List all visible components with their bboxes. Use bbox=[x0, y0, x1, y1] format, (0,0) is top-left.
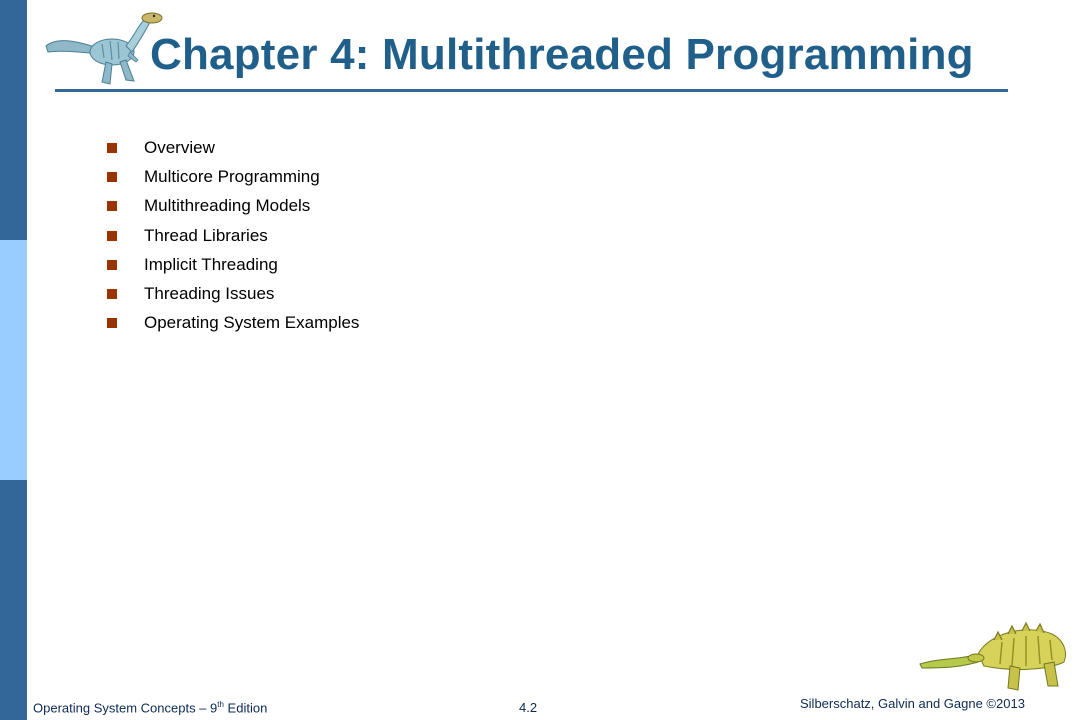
slide-title: Chapter 4: Multithreaded Programming bbox=[150, 30, 974, 79]
list-item bbox=[100, 192, 359, 221]
sidebar-band-dark-top bbox=[0, 0, 27, 240]
bullet-text: Multithreading Models bbox=[144, 196, 311, 216]
list-item bbox=[100, 221, 359, 250]
footer-edition-suffix: Edition bbox=[223, 700, 268, 716]
square-bullet-icon bbox=[107, 260, 117, 270]
footer-book-name: Operating System Concepts – 9 bbox=[33, 700, 218, 716]
list-item bbox=[100, 162, 359, 191]
footer-book-title bbox=[33, 700, 267, 715]
page-number: 4.2 bbox=[519, 700, 538, 715]
sidebar-band-light-middle bbox=[0, 240, 27, 480]
sidebar-band bbox=[0, 0, 27, 720]
bullet-text: Operating System Examples bbox=[144, 313, 360, 333]
bullet-text: Implicit Threading bbox=[144, 254, 278, 274]
list-item bbox=[100, 309, 359, 338]
footer-authors: Silberschatz, Galvin and Gagne ©2013 bbox=[800, 696, 1025, 711]
bullet-text: Multicore Programming bbox=[144, 166, 320, 186]
square-bullet-icon bbox=[107, 143, 117, 153]
square-bullet-icon bbox=[107, 289, 117, 299]
bullet-text: Overview bbox=[144, 137, 215, 157]
footer-edition-superscript: th bbox=[217, 700, 224, 709]
square-bullet-icon bbox=[107, 201, 117, 211]
dinosaur-icon bbox=[918, 618, 1070, 696]
square-bullet-icon bbox=[107, 172, 117, 182]
bullet-text: Thread Libraries bbox=[144, 225, 268, 245]
title-underline bbox=[55, 89, 1008, 92]
bullet-list bbox=[100, 133, 359, 338]
list-item bbox=[100, 133, 359, 162]
bullet-text: Threading Issues bbox=[144, 284, 275, 304]
sidebar-band-dark-bottom bbox=[0, 480, 27, 720]
dinosaur-icon bbox=[40, 6, 165, 90]
list-item bbox=[100, 279, 359, 308]
list-item bbox=[100, 250, 359, 279]
square-bullet-icon bbox=[107, 231, 117, 241]
square-bullet-icon bbox=[107, 318, 117, 328]
